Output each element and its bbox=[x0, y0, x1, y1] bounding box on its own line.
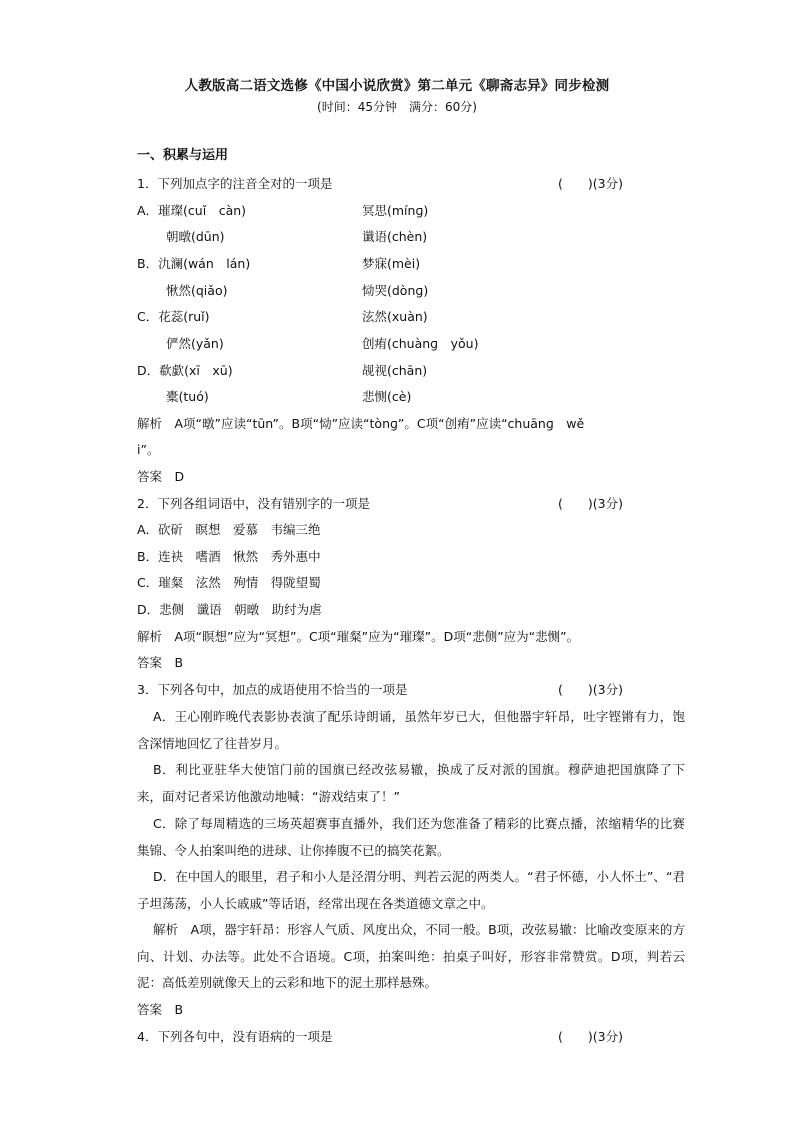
q4-score: ( )(3分) bbox=[558, 1029, 623, 1044]
q2-option-c: C．璀粲 泫然 殉情 得陇望蜀 bbox=[137, 575, 321, 590]
q3-answer: 答案 B bbox=[137, 1002, 184, 1017]
q2-option-b: B．连袂 嗜酒 愀然 秀外惠中 bbox=[137, 549, 321, 564]
q3-option-c: C．除了每周精选的三场英超赛事直播外，我们还为您准备了精彩的比赛点播，浓缩精华的比赛集锦、令人拍案叫绝的进球、让你捧腹不已的搞笑花絮。 bbox=[137, 816, 685, 858]
q1-option-c-3: 俨然(yǎn) bbox=[166, 336, 224, 351]
q1-option-c-2: 泫然(xuàn) bbox=[362, 309, 428, 324]
q3-stem: 3．下列各句中，加点的成语使用不恰当的一项是 bbox=[137, 682, 408, 697]
q1-option-b-2: 梦寐(mèi) bbox=[362, 256, 421, 271]
q1-analysis: 解析 A项“暾”应读“tūn”。B项“恸”应读“tònɡ”。C项“创痏”应读“chuānɡ wě bbox=[137, 416, 585, 431]
q1-option-d: D．欷歔(xī xū) bbox=[137, 363, 233, 378]
q2-option-a: A．砍斫 瞑想 爱慕 韦编三绝 bbox=[137, 522, 321, 537]
document-subtitle: (时间：45分钟 满分：60分) bbox=[317, 100, 477, 114]
q1-analysis-cont: i”。 bbox=[137, 442, 160, 457]
q3-option-a: A．王心刚昨晚代表影协表演了配乐诗朗诵，虽然年岁已大，但他器宇轩昂，吐字铿锵有力，饱含深情地回忆了往昔岁月。 bbox=[137, 709, 685, 751]
q3-score: ( )(3分) bbox=[558, 682, 623, 697]
q3-analysis: 解析 A项，器宇轩昂：形容人气质、风度出众，不同一般。B项，改弦易辙：比喻改变原来的方向、计划、办法等。此处不合语境。C项，拍案叫绝：拍桌子叫好，形容非常赞赏。D项，判若云泥：高低差别就像天上的云彩和地下的泥土那样悬殊。 bbox=[137, 922, 685, 991]
q1-option-b-4: 恸哭(dònɡ) bbox=[362, 283, 429, 298]
q2-analysis: 解析 A项“瞑想”应为“冥想”。C项“璀粲”应为“璀璨”。D项“悲侧”应为“悲恻”。 bbox=[137, 629, 580, 644]
q1-score: ( )(3分) bbox=[558, 176, 623, 191]
q1-option-c-4: 创痏(chuànɡ yǒu) bbox=[362, 336, 479, 351]
q1-option-d-4: 悲恻(cè) bbox=[362, 389, 412, 404]
q1-option-b-3: 愀然(qiǎo) bbox=[166, 283, 228, 298]
document-title: 人教版高二语文选修《中国小说欣赏》第二单元《聊斋志异》同步检测 bbox=[184, 78, 610, 94]
q2-answer: 答案 B bbox=[137, 655, 184, 670]
q1-option-a-3: 朝暾(dūn) bbox=[166, 229, 225, 244]
q1-option-c: C．花蕊(ruǐ) bbox=[137, 309, 210, 324]
q1-option-a-4: 谶语(chèn) bbox=[362, 229, 428, 244]
q1-option-b: B．氿澜(wán lán) bbox=[137, 256, 251, 271]
q1-stem: 1．下列加点字的注音全对的一项是 bbox=[137, 176, 333, 191]
q3-option-d: D．在中国人的眼里，君子和小人是泾渭分明、判若云泥的两类人。“君子怀德，小人怀土”、“君子坦荡荡，小人长戚戚”等话语，经常出现在各类道德文章之中。 bbox=[137, 869, 685, 911]
q1-option-a-2: 冥思(mínɡ) bbox=[362, 203, 429, 218]
q2-score: ( )(3分) bbox=[558, 496, 623, 511]
q2-stem: 2．下列各组词语中，没有错别字的一项是 bbox=[137, 496, 370, 511]
q1-option-d-2: 觇视(chān) bbox=[362, 363, 428, 378]
q1-option-d-3: 橐(tuó) bbox=[166, 389, 209, 404]
q2-option-d: D．悲侧 谶语 朝暾 助纣为虐 bbox=[137, 602, 322, 617]
section-heading: 一、积累与运用 bbox=[137, 148, 229, 163]
q4-stem: 4．下列各句中，没有语病的一项是 bbox=[137, 1029, 333, 1044]
q3-option-b: B．利比亚驻华大使馆门前的国旗已经改弦易辙，换成了反对派的国旗。穆萨迪把国旗降了下来，面对记者采访他激动地喊：“游戏结束了！” bbox=[137, 762, 685, 804]
q1-answer: 答案 D bbox=[137, 469, 185, 484]
q1-option-a: A．璀璨(cuǐ càn) bbox=[137, 203, 247, 218]
